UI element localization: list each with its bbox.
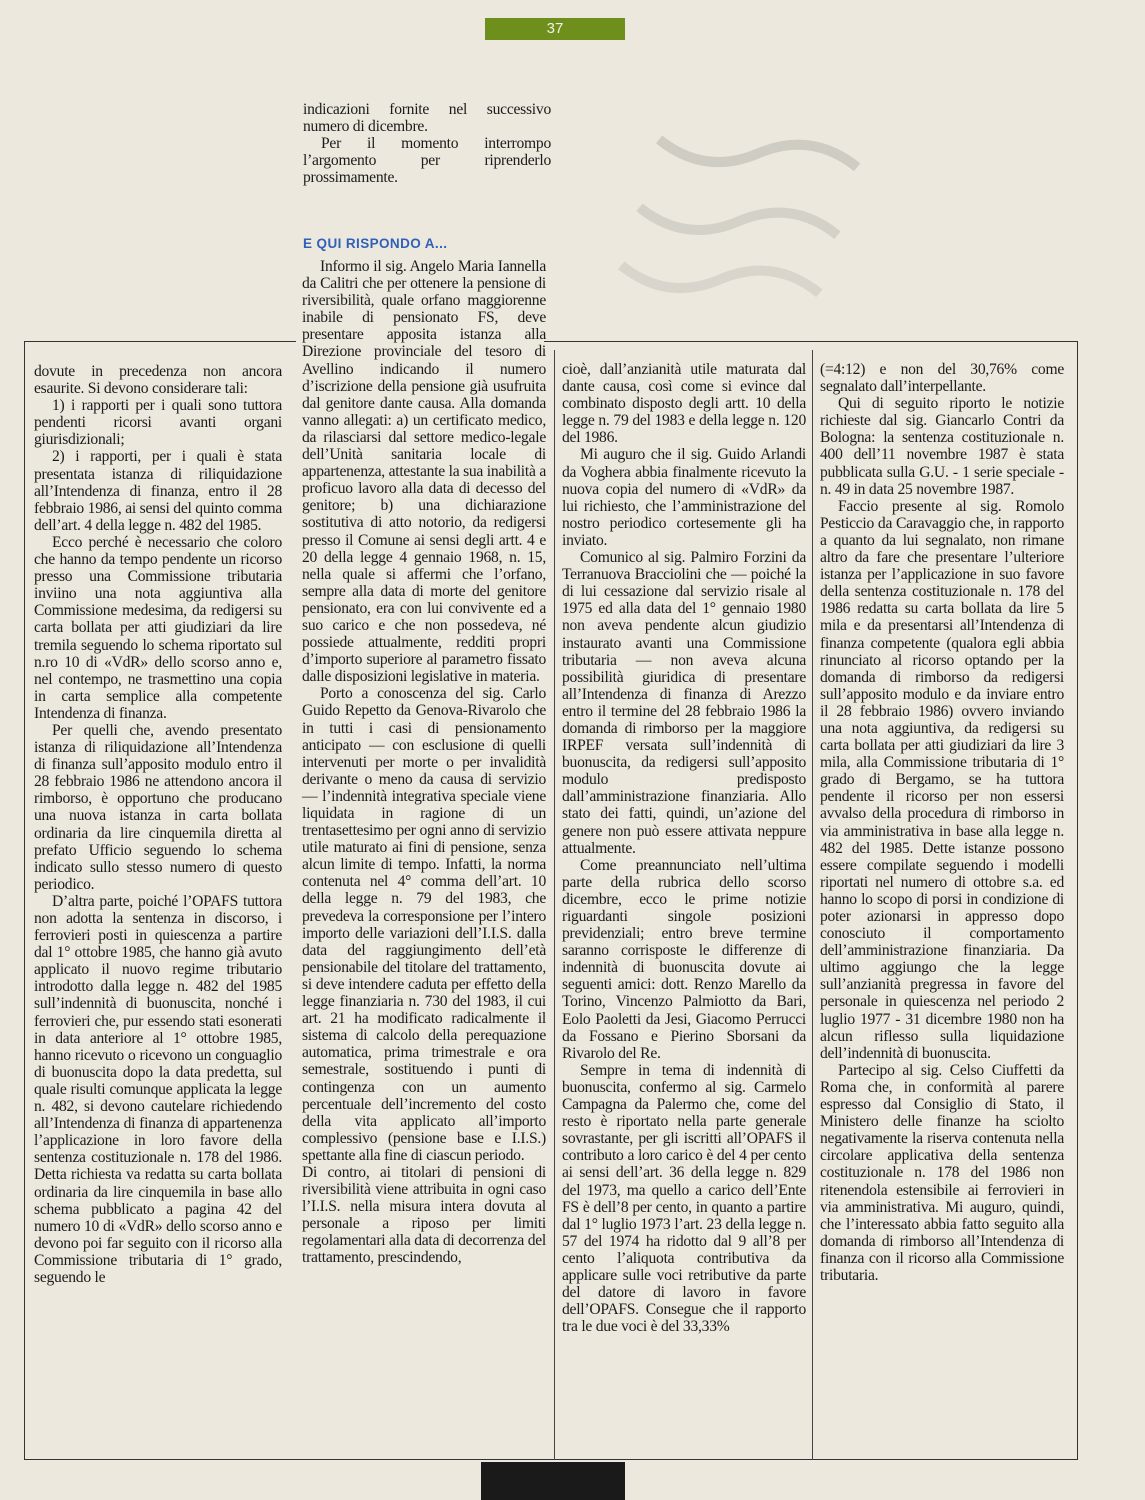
- paragraph: 1) i rapporti per i quali sono tuttora pendenti ricorsi avanti organi giurisdizionali;: [34, 397, 282, 449]
- paragraph: Informo il sig. Angelo Maria Iannella da Calitri che per ottenere la pensione di riversibilità, quale orfano maggiorenne inabile di pensionato FS, deve presentare apposita istanza alla Direzione provinciale del tesoro di Avellino indicando il numero d’iscrizione della pensione già usufruita dal genitore dante causa. Alla domanda vanno allegati: a) un certificato medico, da rilasciarsi dal settore medico-legale dell’Unità sanitaria locale di appartenenza, attestante la sua inabilità a proficuo lavoro alla data di decesso del genitore; b) una dichiarazione sostitutiva di atto notorio, da redigersi presso il Comune ai sensi degli artt. 4 e 20 della legge 4 gennaio 1968, n. 15, nella quale si affermi che l’orfano, sempre alla data di morte del genitore pensionato, era con lui convivente ed a suo carico e che non possedeva, né possiede attualmente, redditi propri d’importo superiore al parametro fissato dalle disposizioni legislative in materia.: [302, 258, 546, 686]
- page-number: 37: [485, 18, 625, 40]
- paragraph: Qui di seguito riporto le notizie richieste dal sig. Giancarlo Contri da Bologna: la sentenza costituzionale n. 400 dell’11 novembre 1987 è stata pubblicata sulla G.U. - 1 serie speciale - n. 49 in data 25 novembre 1987.: [820, 395, 1064, 498]
- footer-bar: [481, 1462, 625, 1500]
- paragraph: (=4:12) e non del 30,76% come segnalato dall’interpellante.: [820, 361, 1064, 396]
- paragraph: Porto a conoscenza del sig. Carlo Guido Repetto da Genova-Rivarolo che in tutti i casi di pensionamento anticipato — con esclusione di quelli intervenuti per morte o per invalidità derivante o meno da causa di servizio — l’indennità integrativa speciale viene liquidata in ragione di un trentasettesimo per ogni anno di servizio utile maturato ai fini di pensione, senza alcun limite di tempo. Infatti, la norma contenuta nel 4° comma dell’art. 10 della legge n. 79 del 1983, che prevedeva la corresponsione per l’intero importo delle variazioni dell’I.I.S. dalla data del raggiungimento dell’età pensionabile del titolare del trattamento, si deve intendere caduta per effetto della legge finanziaria n. 730 del 1983, il cui art. 21 ha modificato radicalmente il sistema di calcolo della perequazione automatica, prima trimestrale e ora semestrale, sostituendo i punti di contingenza con un aumento percentuale dell’incremento del costo della vita applicato all’importo complessivo (pensione base e I.I.S.) spettante alla fine di ciascun periodo.: [302, 685, 546, 1164]
- paragraph: D’altra parte, poiché l’OPAFS tuttora non adotta la sentenza in discorso, i ferrovieri posti in quiescenza a partire dal 1° ottobre 1985, che hanno già avuto applicato il nuovo regime tributario introdotto dalla legge n. 482 del 1985 sull’indennità di buonuscita, nonché i ferrovieri che, pur essendo stati esonerati in data anteriore al 1° ottobre 1985, hanno ricevuto o ricevono un conguaglio di buonuscita dopo la data predetta, sul quale risulti comunque applicata la legge n. 482, si devono cautelare richiedendo all’Intendenza di finanza di appartenenza l’applicazione in loro favore della sentenza costituzionale n. 178 del 1986. Detta richiesta va redatta su carta bollata ordinaria da lire cinquemila in base allo schema pubblicato a pagina 42 del numero 10 di «VdR» dello scorso anno e devono poi far seguito con il ricorso alla Commissione tributaria di 1° grado, seguendo le: [34, 892, 282, 1286]
- paragraph: Faccio presente al sig. Romolo Pesticcio da Caravaggio che, in rapporto a quanto da lui segnalato, non rimane altro da fare che presentare l’ulteriore istanza per l’applicazione in suo favore della sentenza costituzionale n. 178 del 1986 redatta su carta bollata da lire 5 mila e da presentarsi all’Intendenza di finanza competente (qualora egli abbia rinunciato al ricorso optando per la domanda di rimborso da redigersi sull’apposito modulo e da inviare entro il 28 febbraio 1986) ovvero inviando una nota aggiuntiva, da redigersi su carta bollata per atti giudiziari da lire 3 mila, alla Commissione tributaria di 1° grado di Bergamo, se ha tuttora pendente il ricorso per non essersi avvalso della procedura di rimborso in via amministrativa in base alla legge n. 482 del 1985. Dette istanze possono essere compilate seguendo i modelli riportati nel numero di ottobre s.a. ed hanno lo scopo di porsi in condizione di poter azionarsi in appresso dopo conosciuto il comportamento dell’amministrazione finanziaria. Da ultimo aggiungo che la legge sull’anzianità pregressa in favore del personale in quiescenza nel periodo 2 luglio 1977 - 31 dicembre 1980 non ha alcun riflesso sulla liquidazione dell’indennità di buonuscita.: [820, 497, 1064, 1062]
- column-3: [562, 361, 806, 1335]
- column-rule: [812, 350, 813, 1460]
- column-1: [34, 363, 282, 1286]
- paragraph: cioè, dall’anzianità utile maturata dal dante causa, così come si evince dal combinato disposto degli artt. 10 della legge n. 79 del 1983 e della legge n. 120 del 1986.: [562, 361, 806, 447]
- top-paragraph: indicazioni fornite nel successivo numero di dicembre.: [303, 101, 551, 136]
- top-continuation: [303, 101, 551, 186]
- paragraph: Per quelli che, avendo presentato istanza di riliquidazione all’Intendenza di finanza sull’apposito modulo entro il 28 febbraio 1986 ne attendono ancora il rimborso, è opportuno che producano una nuova istanza in carta bollata ordinaria da lire cinquemila diretta al prefato Ufficio seguendo lo schema indicato sullo stesso numero di questo periodico.: [34, 721, 282, 893]
- paragraph: Sempre in tema di indennità di buonuscita, confermo al sig. Carmelo Campagna da Palermo che, come del resto è riportato nella parte generale sovrastante, per gli iscritti all’OPAFS il contributo a loro carico è del 4 per cento ai sensi dell’art. 36 della legge n. 829 del 1973, ma quello a carico dell’Ente FS è dell’8 per cento, in quanto a partire dal 1° luglio 1973 l’art. 23 della legge n. 57 del 1974 ha ridotto dal 9 all’8 per cento l’aliquota contributiva da applicare sulle voci retributive da parte del datore di lavoro in favore dell’OPAFS. Consegue che il rapporto tra le due voci è del 33,33%: [562, 1061, 806, 1336]
- top-paragraph: Per il momento interrompo l’argomento per riprenderlo prossimamente.: [303, 135, 551, 187]
- column-rule: [554, 350, 555, 1460]
- column-4: [820, 361, 1064, 1284]
- paragraph: Ecco perché è necessario che coloro che hanno da tempo pendente un ricorso presso una Commissione tributaria inviino una nota aggiuntiva alla Commissione medesima, da redigersi su carta bollata per atti giudiziari da lire tremila seguendo lo schema riportato sul n.ro 10 di «VdR» dello scorso anno e, nel contempo, ne trasmettino una copia in carta semplice alla competente Intendenza di finanza.: [34, 533, 282, 722]
- paragraph: Di contro, ai titolari di pensioni di riversibilità viene attribuita in ogni caso l’I.I.S. nella misura intera dovuta al personale a riposo per limiti regolamentari alla data di decorrenza del trattamento, prescindendo,: [302, 1163, 546, 1267]
- paragraph: Come preannunciato nell’ultima parte della rubrica dello scorso dicembre, ecco le prime notizie riguardanti singole posizioni previdenziali; entro breve termine saranno corrisposte le differenze di indennità di buonuscita dovute ai seguenti amici: dott. Renzo Marello da Torino, Vincenzo Palmiotto da Bari, Eolo Paoletti da Jesi, Giacomo Perrucci da Fossano e Pierino Sborsani da Rivarolo del Re.: [562, 856, 806, 1062]
- paragraph: Mi auguro che il sig. Guido Arlandi da Voghera abbia finalmente ricevuto la nuova copia del numero di «VdR» da lui richiesto, che l’amministrazione del nostro periodico cortesemente gli ha inviato.: [562, 446, 806, 549]
- paragraph: Comunico al sig. Palmiro Forzini da Terranuova Bracciolini che — poiché la di lui cessazione dal servizio risale al 1975 ed alla data del 1° gennaio 1980 non aveva pendente alcun giudizio instaurato avanti una Commissione tributaria — non aveva alcuna possibilità giuridica di presentare all’Intendenza di finanza di Arezzo entro il termine del 28 febbraio 1986 la domanda di rimborso per la maggiore IRPEF versata sull’indennità di buonuscita, da redigersi sull’apposito modulo predisposto dall’amministrazione finanziaria. Allo stato dei fatti, quindi, un’azione del genere non può essere attivata neppure attualmente.: [562, 549, 806, 857]
- paragraph: Partecipo al sig. Celso Ciuffetti da Roma che, in conformità al parere espresso dal Consiglio di Stato, il Ministero delle finanze ha sciolto negativamente la riserva contenuta nella circolare applicativa della sentenza costituzionale n. 178 del 1986 non ritenendola estensibile ai ferrovieri in via amministrativa. Mi auguro, quindi, che l’interessato abbia fatto seguito alla domanda di rimborso all’Intendenza di finanza con il ricorso alla Commissione tributaria.: [820, 1061, 1064, 1284]
- paragraph: 2) i rapporti, per i quali è stata presentata istanza di riliquidazione all’Intendenza di finanza, entro il 28 febbraio 1986, ai sensi del quinto comma dell’art. 4 della legge n. 482 del 1985.: [34, 448, 282, 534]
- bleed-through-graphic: [587, 93, 872, 327]
- paragraph: dovute in precedenza non ancora esaurite. Si devono considerare tali:: [34, 363, 282, 398]
- column-2: [302, 258, 546, 1267]
- section-heading: E QUI RISPONDO A...: [303, 236, 448, 251]
